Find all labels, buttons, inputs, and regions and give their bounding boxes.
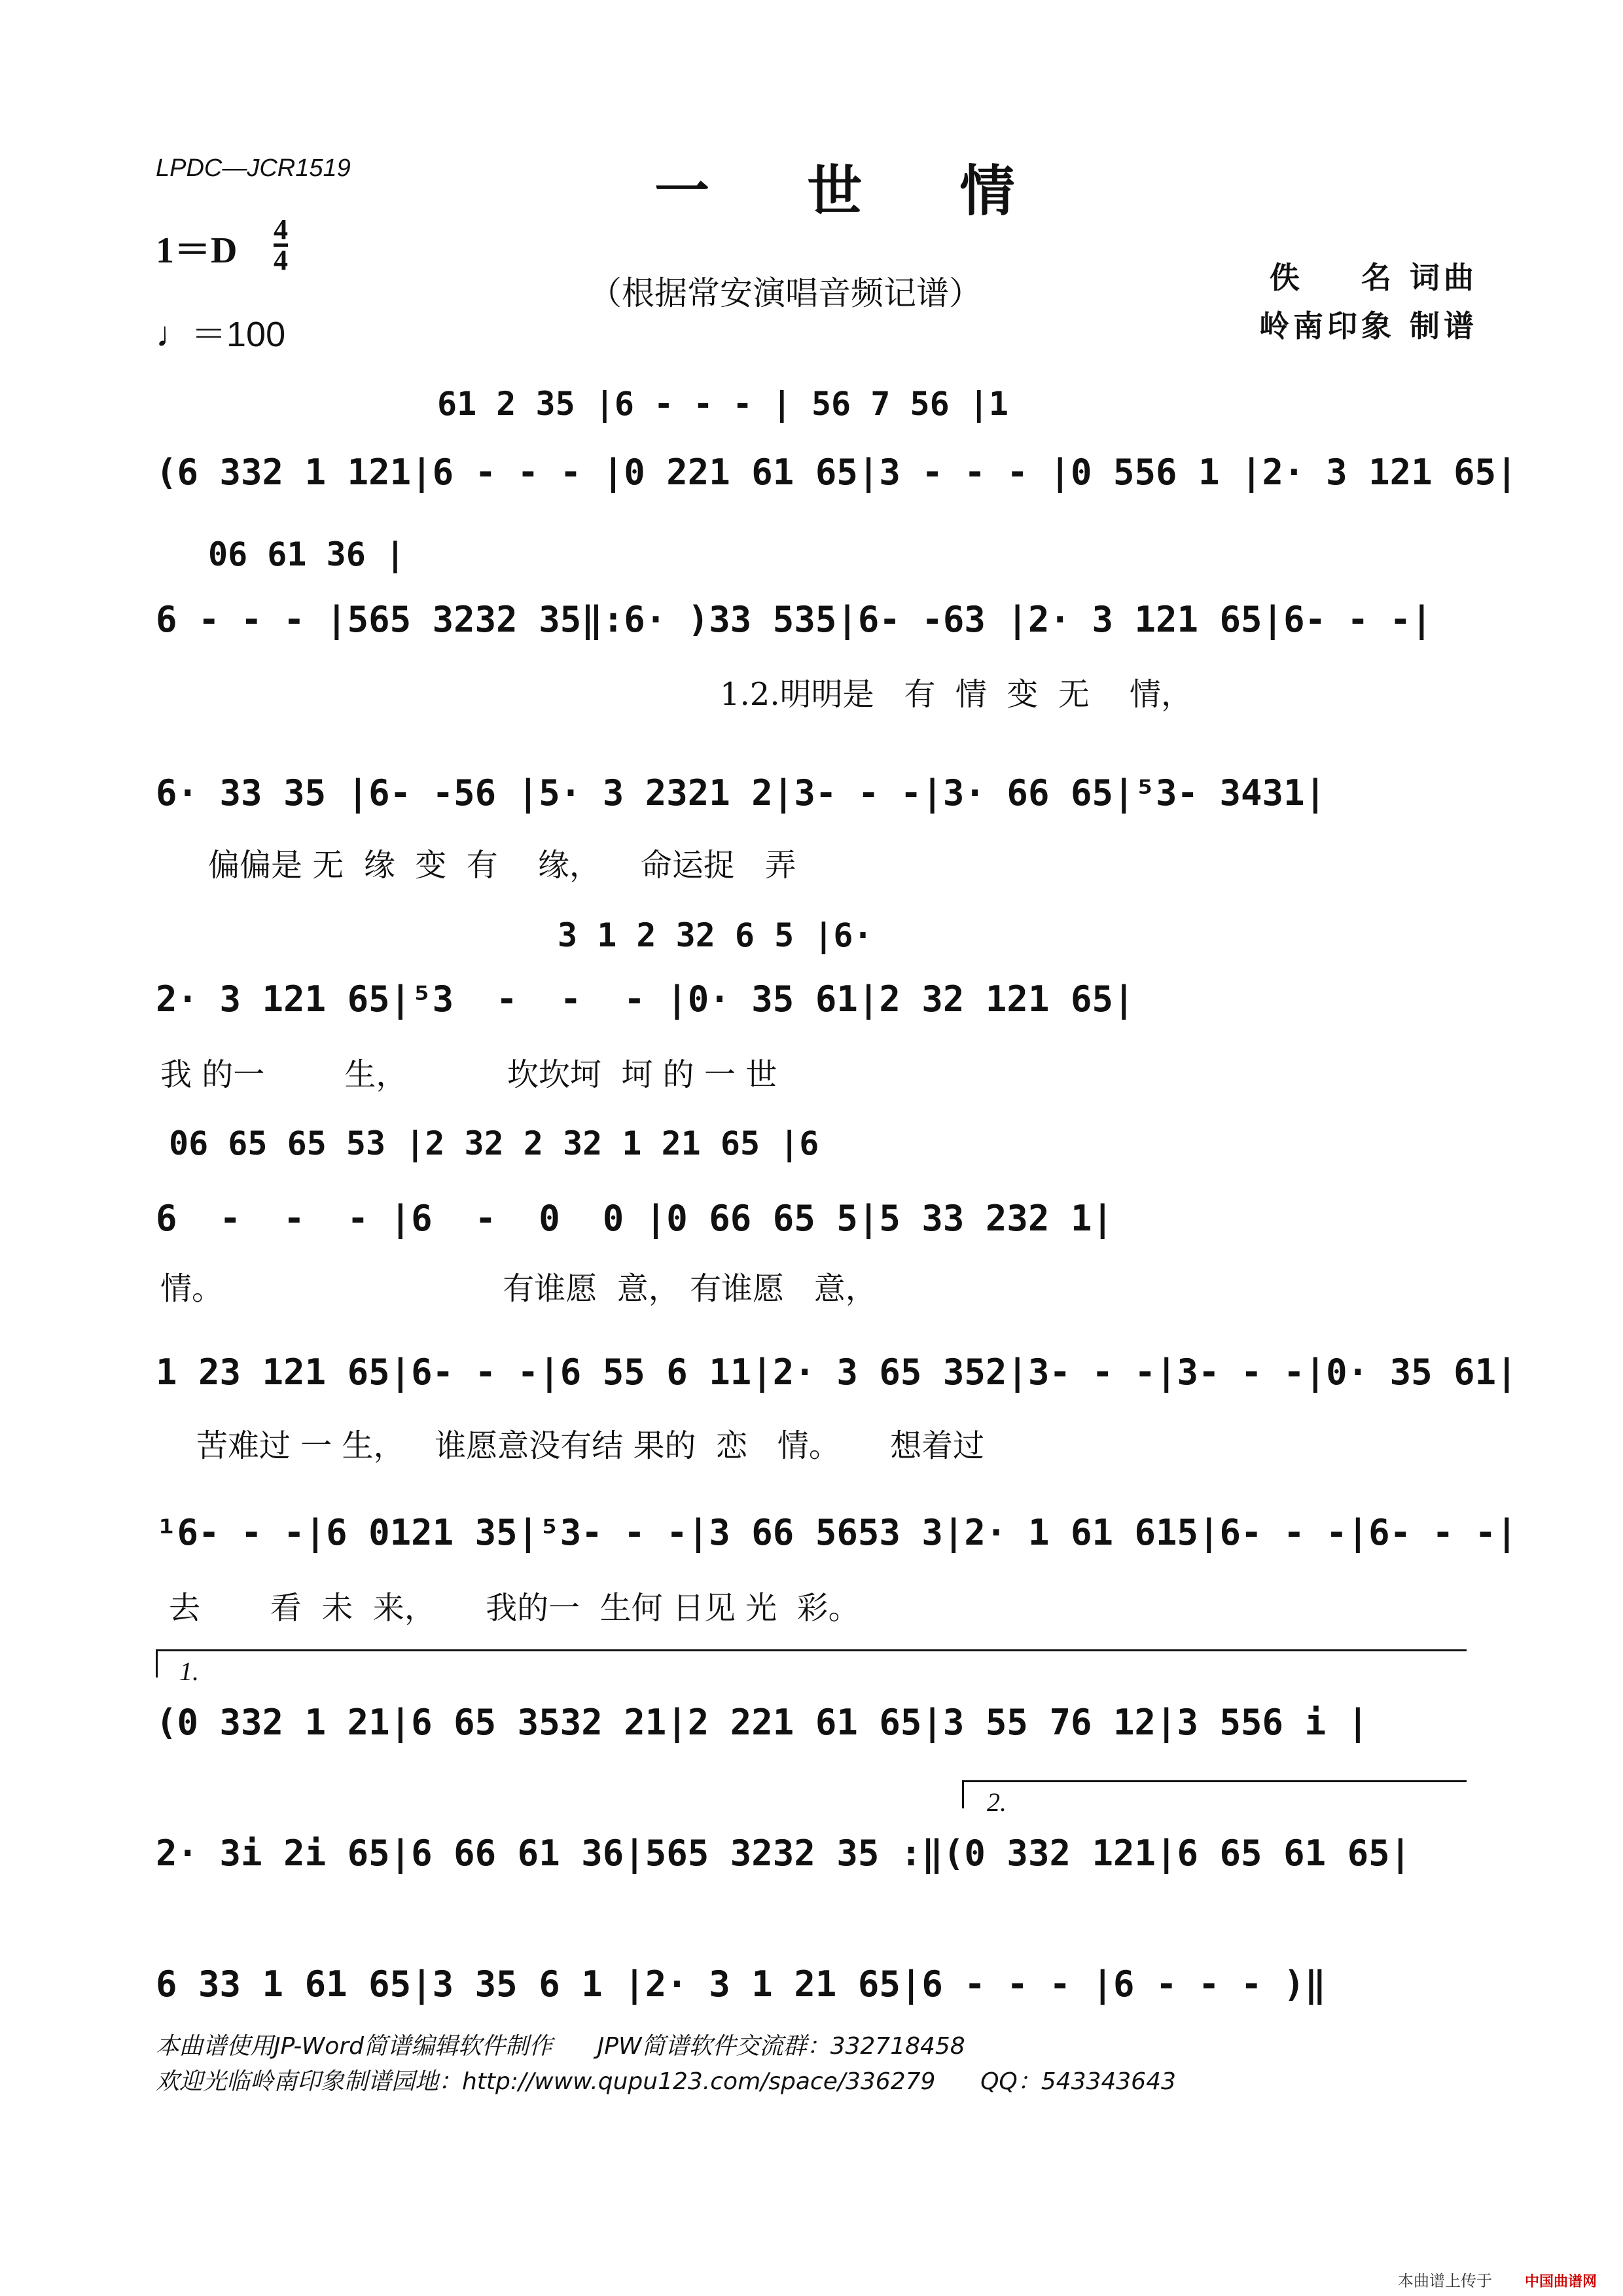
upload-stamp: 本曲谱上传于 bbox=[1398, 2272, 1492, 2290]
staff-4-sub-voice: 3 1 2 32 6 5 |6· bbox=[558, 916, 873, 954]
lyric-4: 我 的一 生， 坎坎坷 坷 的 一 世 bbox=[160, 1056, 777, 1093]
staff-2: 6 - - - |565 3232 35‖:6· )33 535|6- -63 |2· 3 121 65|6- - -| bbox=[156, 599, 1433, 640]
footer-line-1: 本曲谱使用JP-Word简谱编辑软件制作 JPW简谱软件交流群：332718458 bbox=[156, 2033, 965, 2060]
footer-line-2: 欢迎光临岭南印象制谱园地：http://www.qupu123.com/space/336279 QQ：543343643 bbox=[156, 2068, 1176, 2095]
lyric-5: 情。 有谁愿 意， 有谁愿 意， bbox=[160, 1270, 877, 1307]
time-signature-top: 4 bbox=[274, 213, 288, 245]
staff-4: 2· 3 121 65|⁵3 - - - |0· 35 61|2 32 121 65| bbox=[156, 978, 1135, 1020]
staff-8: (0 332 1 21|6 65 3532 21|2 221 61 65|3 55 76 12|3 556 i | bbox=[156, 1702, 1369, 1743]
time-signature-bottom: 4 bbox=[274, 244, 288, 276]
staff-9: 2· 3i 2i 65|6 66 61 36|565 3232 35 :‖(0 332 121|6 65 61 65| bbox=[156, 1833, 1412, 1874]
lyric-3: 偏偏是 无 缘 变 有 缘， 命运捉 弄 bbox=[208, 847, 796, 884]
staff-3: 6· 33 35 |6- -56 |5· 3 2321 2|3- - -|3· 66 65|⁵3- 3431| bbox=[156, 772, 1327, 814]
staff-10: 6 33 1 61 65|3 35 6 1 |2· 3 1 21 65|6 - - - |6 - - - )‖ bbox=[156, 1964, 1327, 2005]
tempo-marking: ♩＝100 bbox=[156, 315, 286, 354]
volta-1-label: 1. bbox=[179, 1657, 199, 1686]
site-logo: 中国曲谱网 bbox=[1524, 2274, 1597, 2290]
staff-5: 6 - - - |6 - 0 0 |0 66 65 5|5 33 232 1| bbox=[156, 1198, 1113, 1239]
staff-1-sub-voice: 61 2 35 |6 - - - | 56 7 56 |1 bbox=[437, 385, 1008, 423]
volta-1-bracket bbox=[156, 1649, 1467, 1677]
lyric-6: 苦难过 一 生， 谁愿意没有结 果的 恋 情。 想着过 bbox=[196, 1427, 985, 1464]
staff-5-sub-voice: 06 65 65 53 |2 32 2 32 1 21 65 |6 bbox=[169, 1124, 819, 1162]
staff-1: (6 332 1 121|6 - - - |0 221 61 65|3 - - - |0 556 1 |2· 3 121 65| bbox=[156, 452, 1518, 493]
key-signature: 1＝D bbox=[156, 230, 238, 271]
lyric-2: 1.2.明明是 有 情 变 无 情， bbox=[720, 676, 1192, 713]
page-subtitle: （根据常安演唱音频记谱） bbox=[589, 274, 982, 312]
volta-2-bracket bbox=[962, 1780, 1467, 1808]
staff-6: 1 23 121 65|6- - -|6 55 6 11|2· 3 65 352|3- - -|3- - -|0· 35 61| bbox=[156, 1352, 1518, 1393]
credit-arranger: 岭南印象 制谱 bbox=[1258, 308, 1478, 344]
staff-7: ¹6- - -|6 0121 35|⁵3- - -|3 66 5653 3|2· 1 61 615|6- - -|6- - -| bbox=[156, 1512, 1518, 1553]
time-signature bbox=[274, 213, 288, 276]
page-title: 一 世 情 bbox=[654, 158, 1054, 223]
credit-composer: 佚 名 词曲 bbox=[1269, 260, 1478, 295]
volta-2-label: 2. bbox=[987, 1787, 1007, 1817]
score-code: LPDC—JCR1519 bbox=[156, 154, 351, 182]
lyric-7: 去 看 未 来， 我的一 生何 日见 光 彩。 bbox=[169, 1590, 860, 1626]
staff-2-sub-voice: 06 61 36 | bbox=[208, 535, 406, 573]
